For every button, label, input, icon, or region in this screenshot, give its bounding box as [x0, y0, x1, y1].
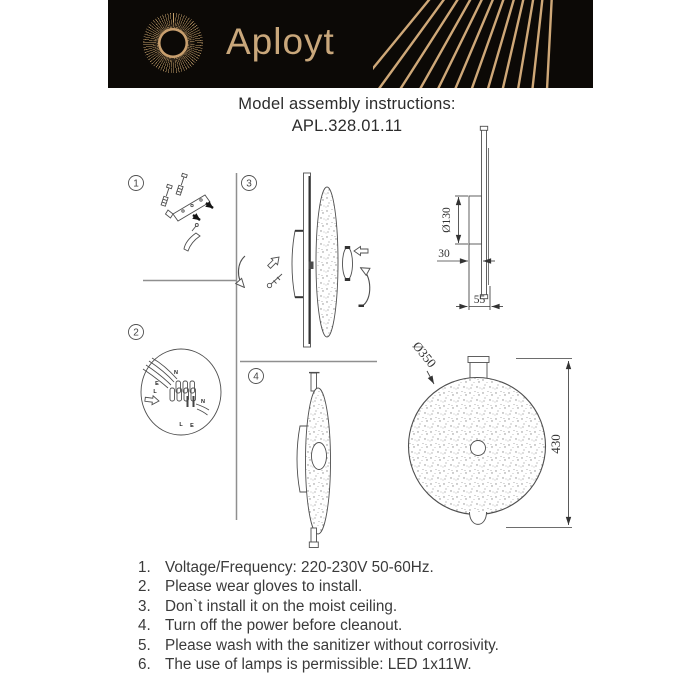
item-number: 2. — [138, 578, 151, 596]
item-number: 1. — [138, 559, 151, 576]
item-number: 5. — [138, 636, 151, 654]
wire-label-e2: E — [190, 423, 194, 429]
step-2-number: 2 — [133, 327, 139, 339]
instruction-list — [138, 558, 499, 674]
wire-label-l2: L — [179, 422, 183, 428]
dim-disc-diameter: Ø350 — [409, 338, 440, 371]
list-item — [138, 558, 499, 577]
brand-name: Aployt — [226, 21, 335, 62]
step-4-number: 4 — [253, 371, 259, 383]
item-text: Turn off the power before cleanout. — [165, 617, 403, 635]
model-number: APL.328.01.11 — [291, 117, 403, 135]
dim-mount-depth: 30 — [438, 248, 450, 260]
wire-label-n2: N — [201, 399, 205, 405]
item-number: 6. — [138, 656, 151, 674]
step-4-assembled-drawing — [297, 373, 331, 548]
step-1-bracket-drawing — [161, 173, 213, 251]
list-item — [138, 616, 499, 635]
item-number: 3. — [138, 597, 151, 615]
list-item — [138, 597, 499, 616]
dim-mount-diameter: Ø130 — [441, 207, 453, 233]
wire-label-n: N — [174, 370, 178, 376]
item-text: The use of lamps is permissible: LED 1x11W. — [165, 656, 472, 674]
step-3-exploded-drawing — [238, 173, 369, 347]
step-2-wiring-drawing — [141, 349, 221, 435]
item-text: Please wash with the sanitizer without corrosivity. — [165, 636, 499, 654]
list-item — [138, 636, 499, 655]
step-1-number: 1 — [133, 178, 139, 190]
item-text: Don`t install it on the moist ceiling. — [165, 597, 398, 615]
item-text: Voltage/Frequency: 220-230V 50-60Hz. — [165, 559, 434, 576]
item-text: Please wear gloves to install. — [165, 578, 363, 596]
dim-total-height: 430 — [548, 434, 563, 454]
wire-label-l: L — [153, 389, 157, 395]
side-view-dimension-drawing — [437, 126, 503, 310]
front-view-dimension-drawing — [409, 338, 573, 527]
item-number: 4. — [138, 617, 151, 635]
step-3-number: 3 — [246, 178, 252, 190]
wire-label-e: E — [155, 381, 159, 387]
dim-total-depth: 55 — [473, 294, 486, 306]
panel-divider-lines — [143, 173, 377, 520]
page-title: Model assembly instructions: — [238, 95, 456, 113]
list-item — [138, 655, 499, 674]
list-item — [138, 577, 499, 596]
